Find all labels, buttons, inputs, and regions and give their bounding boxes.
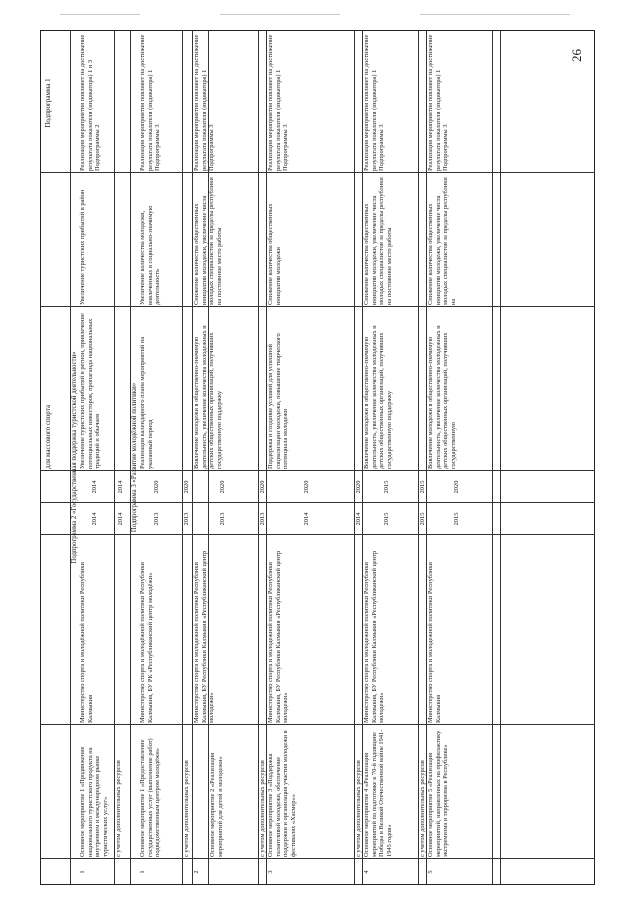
sp3-indicator: Снижение количества общественных инициатив молодежи [267,203,282,305]
sp3-link: Реализация мероприятия повлияет на достижение результата показателя (индикатора) 1 Подпрограммы 3 [193,34,216,171]
sp3-extra-start: 2015 [419,512,426,526]
row-number: 2 [193,870,200,874]
sp3-start: 2013 [219,512,226,526]
sp3-executor: Министерство спорта и молодежной политики Республики Калмыкия, БУ Республики Калмыкия «Республиканский центр молодежи» [193,550,216,723]
row-number: 4 [363,870,370,874]
sp2-end: 2014 [91,480,98,494]
sp3-result: Вовлечение молодежи в общественно-значимую деятельность, увеличение количества молодежных и детских общественных организаций, получивших государственную поддержку [363,325,393,469]
sp3-indicator: Снижение количества общественных инициатив молодежи, увеличение числа молодых специалистов за пределы республики на постоянное место работы [193,177,223,305]
rotated-table [40,30,595,885]
sp3-end: 2015 [383,480,390,494]
sp3-event: Основное мероприятие 5 «Реализация мероприятий, направленных на профилактику экстремизма и терроризма в Республике» [427,730,450,857]
sp3-executor: Министерство спорта и молодёжной политики Республики Калмыкия, БУ РК «Республиканский центр молодёжи» [139,562,154,723]
scan-artifact [60,14,140,15]
sp3-event: Основное мероприятие 3 «Поддержка талантливой молодежи, обеспечение поддержки и организация участия молодежи в фестивалях «Хасмер»» [267,730,297,857]
sp3-executor: Министерство спорта и молодежной политики Республики Калмыкия, БУ Республики Калмыкия «Республиканский центр молодежи» [267,550,290,723]
row-number: 3 [267,870,274,874]
sp3-start: 2014 [303,512,310,526]
sp3-executor: Министерство спорта и молодежной политики Республики Калмыкия [427,562,442,723]
sp3-result: Вовлечение молодежи в общественно-значимую деятельность, увеличение количества молодежных и детских общественных организаций, получивших государственную поддержку [193,325,223,469]
page-number: 26 [569,49,584,62]
sp2-extra-end: 2014 [117,480,124,494]
sp3-end: 2020 [453,480,460,494]
subprogram-3-title: Подпрограмма 3 «Развитие молодёжной политики» [131,382,138,533]
sp2-event: Основное мероприятие 1 «Продвижение национального туристского продукта на внутреннем и международном рынке туристических услуг» [79,746,109,857]
sp3-extra-end: 2020 [355,480,362,494]
sp3-link: Реализация мероприятия повлияет на достижение результата показателя (индикатора) 1 Подпрограммы 3 [363,34,386,171]
sp3-extra-start: 2013 [183,512,190,526]
sp3-extra-start: 2014 [355,512,362,526]
sp3-end: 2020 [303,480,310,494]
sp2-extra-start: 2014 [117,512,124,526]
row-number: 5 [427,870,434,874]
sp3-indicator: Снижение количества общественных инициатив молодежи, увеличение числа молодых специалистов за пределы республики на постоянное место работы [363,177,393,305]
sp3-event: Основное мероприятие 4 «Реализация мероприятий по подготовке к 70-й годовщине Победы в Великой Отечественной войне 1941-1945 годов» [363,729,393,857]
sp3-extra-end: 2020 [259,480,266,494]
sp3-extra-end: 2020 [183,480,190,494]
row-number: 1 [139,870,146,874]
sp3-link: Реализация мероприятия повлияет на достижение результата показателя (индикатора) 1 Подпрограммы 3 [267,34,290,171]
sp3-extra-label: с учетом дополнительных ресурсов [259,760,266,857]
sp3-indicator: Увеличение количества молодежи, вовлеченных в социально-значимую деятельность [139,205,162,305]
sp3-end: 2020 [219,480,226,494]
sp3-event: Основное мероприятие 1 «Предоставление государственных услуг (выполнение работ) подведомственным центром молодёжи» [139,738,162,857]
sp2-extra-label: с учетом дополнительных ресурсов [115,760,122,857]
sp2-start: 2014 [91,512,98,526]
header-label: для массового спорта [44,405,52,469]
sp3-link: Реализация мероприятия повлияет на достижение результата показателя (индикатора) 1 Подпрограммы 3 [427,34,450,171]
sp3-extra-label: с учетом дополнительных ресурсов [355,760,362,857]
sp3-start: 2015 [383,512,390,526]
sp3-executor: Министерство спорта и молодежной политики Республики Калмыкия, БУ Республики Калмыкия «Республиканский центр молодежи» [363,550,386,723]
sp3-extra-end: 2015 [419,480,426,494]
sp3-extra-start: 2013 [259,512,266,526]
sp3-extra-label: с учетом дополнительных ресурсов [183,760,190,857]
sp2-link: Реализация мероприятия повлияет на достижение результата показателя (индикатора) 1 и 3 Подпрограммы 2 [79,34,102,171]
scan-artifact [220,14,340,15]
sp2-executor: Министерство спорта и молодёжной политики Республики Калмыкия [79,562,94,723]
row-number: 1 [79,870,86,874]
sp3-event: Основное мероприятие 2 «Реализация мероприятий для детей и молодежи» [209,752,224,857]
sp2-indicator: Увеличение туристских прибытий в район [79,189,86,305]
subprogram-2-title: Подпрограмма 2 «Государственная поддержка туристской деятельности» [71,351,78,564]
sp3-result: Реализация календарного плана мероприятий на указанный период [139,336,154,469]
sp3-start: 2015 [453,512,460,526]
sp3-end: 2020 [153,480,160,494]
sp3-indicator: Снижение количества общественных инициатив молодежи, увеличение числа молодых специалистов за пределы республики на [427,177,457,305]
sp3-link: Реализация мероприятия повлияет на достижение результата показателя (индикатора) 1 Подпрограммы 3 [139,34,162,171]
scan-artifact [420,14,570,15]
sp3-result: Поддержка и создание условий для успешной социализации молодежи, повышение творческого потенциала молодежи [267,333,290,469]
sp3-result: Вовлечение молодежи в общественно-значимую деятельность, увеличение количества молодежных и детских общественных организаций, получивших государственную [427,325,457,469]
sp2-result: Увеличение туристских прибытий в регион, привлечение потенциальных инвесторов, пропаганда национальных традиций и обычаев [79,313,102,469]
header-subprogram: Подпрограмма 1 [44,78,52,128]
sp3-extra-label: с учетом дополнительных ресурсов [419,760,426,857]
sp3-start: 2013 [153,512,160,526]
